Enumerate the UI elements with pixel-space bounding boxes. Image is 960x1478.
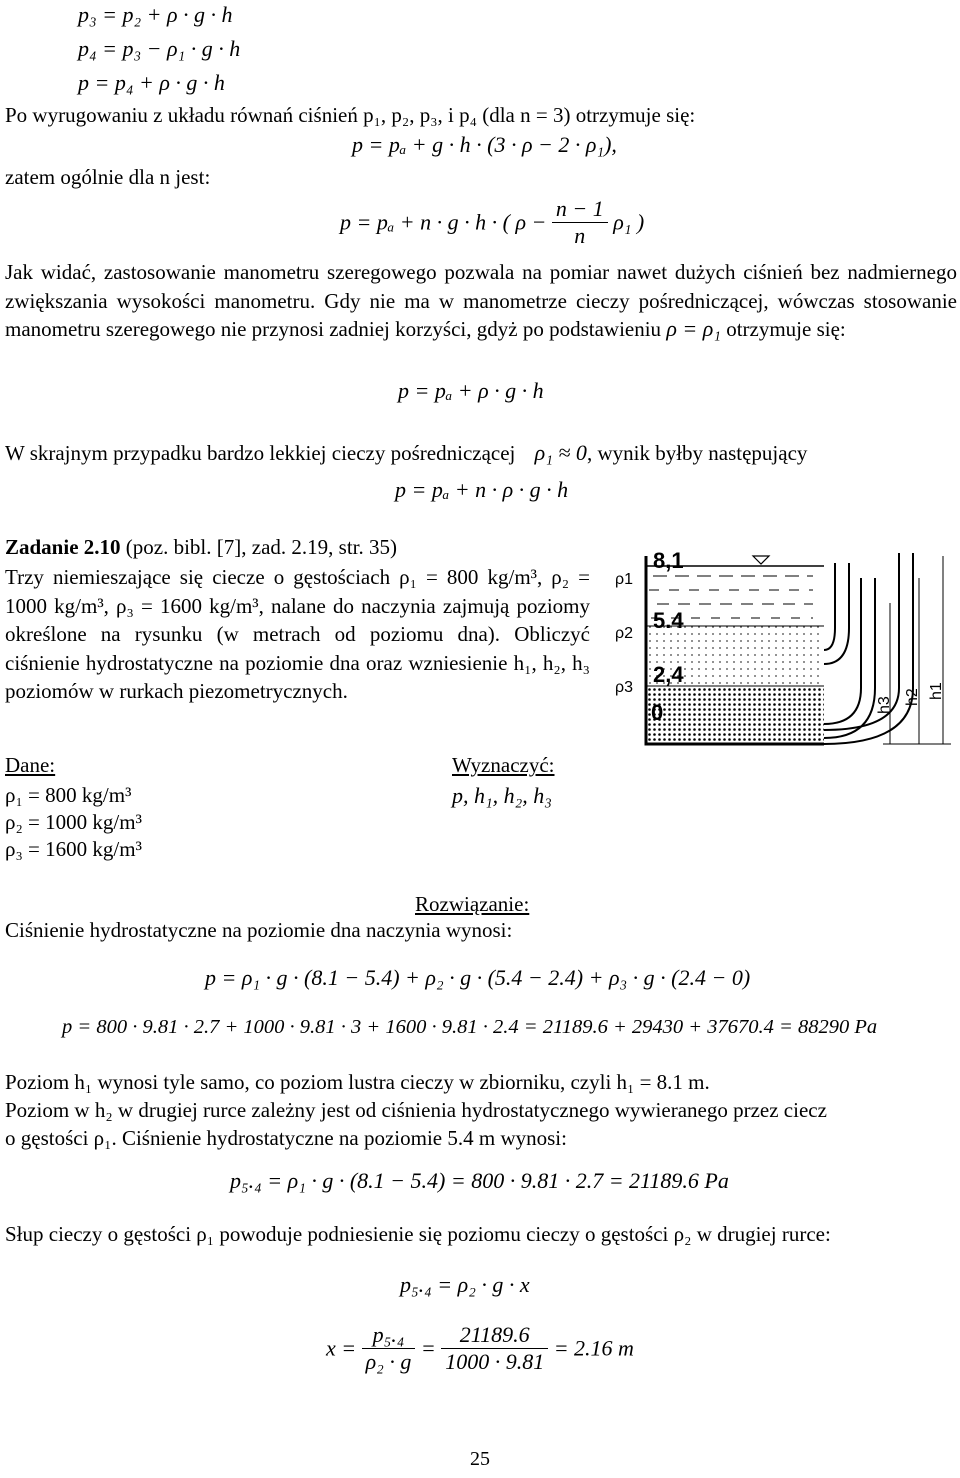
height-label-h3: h3 (876, 696, 893, 714)
solution-equation-4: p₅.₄ = ρ₂ · g · x (400, 1272, 530, 1297)
paragraph-manometer-end: otrzymuje się: (726, 317, 846, 341)
solution-line-2: Poziom h₁ wynosi tyle samo, co poziom lustra cieczy w zbiorniku, czyli h₁ = 8.1 m. (5, 1070, 710, 1094)
find-items: p, h₁, h₂, h₃ (452, 783, 552, 808)
equation-extreme: p = pₐ + n · ρ · g · h (395, 477, 569, 502)
task-body: Trzy niemieszające się ciecze o gęstościach ρ₁ = 800 kg/m³, ρ₂ = 1000 kg/m³, ρ₃ = 1600 kg/m³, nalane do naczynia zajmują poziomy określone na rysunku (w metrach od poziomu dna). Obliczyć ciśnienie hydrostatyczne na poziomie dna oraz wzniesienie h₁, h₂, h₃ poziomów w rurkach piezometrycznych. (5, 565, 590, 703)
height-label-h1: h1 (928, 682, 945, 700)
density-label-1: ρ1 (615, 571, 633, 588)
density-label-2: ρ2 (615, 625, 633, 642)
height-dimensions (883, 556, 951, 744)
equation-general-right: ρ₁ ) (613, 209, 645, 235)
surface-marker-icon (753, 556, 769, 564)
density-label-3: ρ3 (615, 679, 633, 696)
eq5-fraction-1-den: ρ₂ · g (365, 1349, 412, 1374)
equation-n3: p = pₐ + g · h · (3 · ρ − 2 · ρ₁), (352, 132, 617, 157)
given-title: Dane: (5, 753, 56, 777)
equation-general (340, 196, 644, 249)
height-label-h2: h2 (904, 688, 921, 706)
eq5-equals: = (420, 1335, 436, 1361)
fraction-denominator: n (574, 223, 586, 248)
page-number: 25 (470, 1448, 490, 1470)
eq5-fraction-2-den: 1000 · 9.81 (445, 1349, 545, 1374)
task-heading-bold: Zadanie 2.10 (5, 535, 121, 559)
eq5-fraction-1 (362, 1322, 416, 1375)
equation-p: p = p₄ + ρ · g · h (78, 70, 225, 95)
solution-title: Rozwiązanie: (415, 892, 530, 916)
given-item-2: ρ₂ = 1000 kg/m³ (5, 810, 142, 834)
paragraph-manometer-text: Jak widać, zastosowanie manometru szeregowego pozwala na pomiar nawet dużych ciśnień bez nadmiernego zwiększania wysokości manometru. Gdy nie ma w manometrze cieczy pośredniczącej, wówczas stosowanie manometru szeregowego nie przynosi zadniej korzyści, gdyż po podstawieniu (5, 260, 957, 341)
solution-equation-2: p = 800 · 9.81 · 2.7 + 1000 · 9.81 · 3 + 1600 · 9.81 · 2.4 = 21189.6 + 29430 + 37670.4 = 88290 Pa (62, 1016, 878, 1038)
given-item-1: ρ₁ = 800 kg/m³ (5, 783, 132, 807)
fraction-numerator: n − 1 (552, 196, 608, 223)
level-label-54: 5.4 (653, 608, 684, 633)
paragraph-extreme-start: W skrajnym przypadku bardzo lekkiej cieczy pośredniczącej (5, 441, 516, 465)
equation-general-fraction (552, 196, 608, 249)
solution-line-4: o gęstości ρ₁. Ciśnienie hydrostatyczne na poziomie 5.4 m wynosi: (5, 1126, 567, 1150)
solution-equation-3: p₅.₄ = ρ₁ · g · (8.1 − 5.4) = 800 · 9.81 · 2.7 = 21189.6 Pa (230, 1168, 729, 1193)
solution-line-5: Słup cieczy o gęstości ρ₁ powoduje podniesienie się poziomu cieczy o gęstości ρ₂ w drugiej rurce: (5, 1222, 831, 1246)
paragraph-extreme (5, 440, 807, 466)
layer-rho3 (646, 686, 824, 744)
eq5-right: = 2.16 m (553, 1335, 634, 1361)
task-heading-rest: (poz. bibl. [7], zad. 2.19, str. 35) (120, 535, 397, 559)
equation-p4: p₄ = p₃ − ρ₁ · g · h (78, 36, 241, 61)
equation-simple: p = pₐ + ρ · g · h (398, 378, 544, 403)
solution-equation-1: p = ρ₁ · g · (8.1 − 5.4) + ρ₂ · g · (5.4 − 2.4) + ρ₃ · g · (2.4 − 0) (205, 965, 751, 990)
paragraph-elimination: Po wyrugowaniu z układu równań ciśnień p₁, p₂, p₃, i p₄ (dla n = 3) otrzymuje się: (5, 103, 696, 127)
eq5-fraction-1-num: p₅.₄ (362, 1322, 416, 1349)
given-item-3: ρ₃ = 1600 kg/m³ (5, 837, 142, 861)
paragraph-manometer (5, 258, 957, 344)
tube-top (824, 563, 849, 664)
equation-p3: p₃ = p₂ + ρ · g · h (78, 2, 233, 27)
paragraph-general: zatem ogólnie dla n jest: (5, 165, 211, 189)
solution-line-1: Ciśnienie hydrostatyczne na poziomie dna naczynia wynosi: (5, 918, 513, 942)
substitution-math: ρ = ρ₁ (666, 316, 721, 341)
solution-equation-5 (326, 1322, 634, 1375)
level-label-24: 2,4 (653, 662, 684, 687)
eq5-fraction-2 (441, 1322, 548, 1375)
level-label-top: 8,1 (653, 548, 684, 573)
equation-general-left: p = pₐ + n · g · h · ( ρ − (340, 209, 547, 235)
eq5-left: x = (326, 1335, 357, 1361)
extreme-math: ρ₁ ≈ 0 (534, 440, 587, 465)
vessel-figure (613, 548, 953, 753)
task-heading (5, 535, 397, 560)
find-title: Wyznaczyć: (452, 753, 555, 777)
level-label-0: 0 (651, 700, 664, 725)
eq5-fraction-2-num: 21189.6 (441, 1322, 548, 1349)
paragraph-extreme-end: , wynik byłby następujący (586, 441, 808, 465)
solution-line-3: Poziom w h₂ w drugiej rurce zależny jest od ciśnienia hydrostatycznego wywieranego przez ciecz (5, 1098, 827, 1122)
